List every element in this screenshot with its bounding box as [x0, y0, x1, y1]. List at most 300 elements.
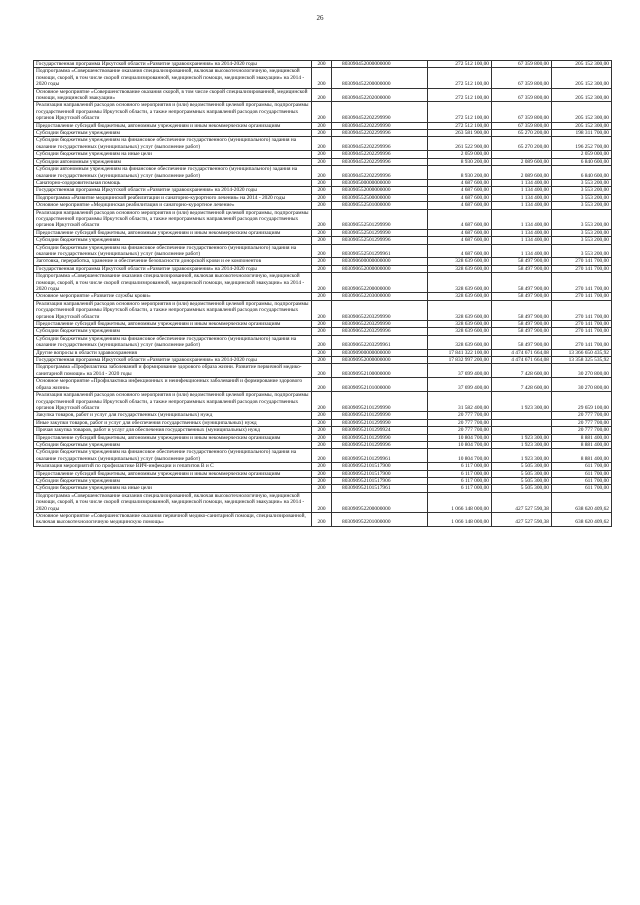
table-row: [34, 151, 612, 158]
row-csr-cell: 803090952101299990: [332, 412, 428, 419]
row-code-cell: 200: [312, 88, 332, 102]
table-row: [34, 364, 612, 378]
row-change-cell: 58 497 900,00: [492, 258, 552, 265]
table-row: [34, 273, 612, 293]
row-csr-cell: 803090952201000000: [332, 513, 428, 527]
row-amount-cell: 10 804 700,00: [428, 434, 492, 441]
row-total-cell: 3 553 200,00: [552, 229, 612, 236]
row-name-cell: Субсидии бюджетным учреждениям: [34, 130, 312, 137]
table-row: [34, 166, 612, 180]
table-row: [34, 492, 612, 512]
row-code-cell: 200: [312, 137, 332, 151]
row-amount-cell: 4 687 600,00: [428, 202, 492, 209]
row-amount-cell: 6 117 000,00: [428, 477, 492, 484]
row-total-cell: 6 840 600,00: [552, 166, 612, 180]
row-amount-cell: 2 059 000,00: [428, 151, 492, 158]
row-name-cell: Субсидии автономным учреждениям на финансовое обеспечение государственного (муниципального) задания на оказание государственных (муниципальных) услуг (выполнение работ): [34, 166, 312, 180]
row-amount-cell: 20 777 700,00: [428, 427, 492, 434]
row-name-cell: Другие вопросы в области здравоохранения: [34, 349, 312, 356]
row-change-cell: 5 505 300,00: [492, 485, 552, 492]
row-total-cell: 638 620 409,62: [552, 492, 612, 512]
row-amount-cell: 4 687 600,00: [428, 237, 492, 244]
row-csr-cell: 803090600000000000: [332, 258, 428, 265]
row-amount-cell: 1 066 148 000,00: [428, 492, 492, 512]
row-code-cell: 200: [312, 427, 332, 434]
table-row: [34, 265, 612, 272]
table-row: [34, 470, 612, 477]
row-code-cell: 200: [312, 470, 332, 477]
row-change-cell: 7 428 600,00: [492, 364, 552, 378]
table-row: [34, 427, 612, 434]
table-row: [34, 349, 612, 356]
row-csr-cell: 803090652203299990: [332, 300, 428, 320]
row-change-cell: 4 474 671 664,08: [492, 357, 552, 364]
row-csr-cell: 803090952101517906: [332, 477, 428, 484]
row-amount-cell: 17 841 322 100,00: [428, 349, 492, 356]
row-amount-cell: 4 687 600,00: [428, 244, 492, 258]
row-change-cell: 1 923 300,00: [492, 434, 552, 441]
row-name-cell: Предоставление субсидий бюджетным, автономным учреждениям и иным некоммерческим организациям: [34, 321, 312, 328]
row-total-cell: 8 881 400,00: [552, 449, 612, 463]
row-amount-cell: 8 930 200,00: [428, 166, 492, 180]
row-total-cell: 205 152 300,00: [552, 122, 612, 129]
row-name-cell: Предоставление субсидий бюджетным, автономным учреждениям и иным некоммерческим организациям: [34, 434, 312, 441]
row-change-cell: 58 497 900,00: [492, 335, 552, 349]
row-code-cell: 200: [312, 61, 332, 68]
row-name-cell: Предоставление субсидий бюджетным, автономным учреждениям и иным некоммерческим организациям: [34, 229, 312, 236]
row-code-cell: 200: [312, 449, 332, 463]
row-name-cell: Субсидии бюджетным учреждениям на финансовое обеспечение государственного (муниципального) задания на оказание государственных (муниципальных) услуг (выполнение работ): [34, 137, 312, 151]
row-change-cell: [492, 419, 552, 426]
table-row: [34, 237, 612, 244]
row-name-cell: Государственная программа Иркутской области «Развитие здравоохранения» на 2014-2020 годы: [34, 357, 312, 364]
row-total-cell: 30 270 800,00: [552, 364, 612, 378]
row-code-cell: 200: [312, 463, 332, 470]
row-total-cell: 205 152 300,00: [552, 61, 612, 68]
row-change-cell: 5 505 300,00: [492, 477, 552, 484]
row-total-cell: 20 777 700,00: [552, 427, 612, 434]
row-total-cell: 196 252 700,00: [552, 137, 612, 151]
table-row: [34, 419, 612, 426]
row-csr-cell: 803090952101299990: [332, 392, 428, 412]
row-code-cell: 200: [312, 166, 332, 180]
row-total-cell: 611 700,00: [552, 470, 612, 477]
row-total-cell: 3 553 200,00: [552, 244, 612, 258]
row-csr-cell: 803090552000000000: [332, 187, 428, 194]
row-csr-cell: 803090452202299996: [332, 130, 428, 137]
row-csr-cell: 803090452202299996: [332, 137, 428, 151]
row-csr-cell: 803090452202000000: [332, 88, 428, 102]
row-change-cell: 2 089 600,00: [492, 158, 552, 165]
row-change-cell: [492, 151, 552, 158]
row-csr-cell: 803090452202299990: [332, 102, 428, 122]
row-name-cell: Реализация мероприятий по профилактике ВИЧ-инфекции и гепатитов В и С: [34, 463, 312, 470]
row-code-cell: 200: [312, 419, 332, 426]
row-amount-cell: 261 522 900,00: [428, 137, 492, 151]
row-code-cell: 200: [312, 209, 332, 229]
row-change-cell: 1 923 300,00: [492, 441, 552, 448]
row-change-cell: 67 359 800,00: [492, 122, 552, 129]
table-row: [34, 88, 612, 102]
row-total-cell: 2 059 000,00: [552, 151, 612, 158]
row-name-cell: Подпрограмма «Профилактика заболеваний и формирование здорового образа жизни. Развитие первичной медико-санитарной помощи» на 2014 - 2020 годы: [34, 364, 312, 378]
row-amount-cell: 4 687 600,00: [428, 229, 492, 236]
row-name-cell: Государственная программа Иркутской области «Развитие здравоохранения» на 2014-2020 годы: [34, 61, 312, 68]
row-name-cell: Основное мероприятие «Медицинская реабилитация и санаторно-курортное лечение»: [34, 202, 312, 209]
table-row: [34, 321, 612, 328]
row-name-cell: Подпрограмма «Совершенствование оказания специализированной, включая высокотехнологичную, медицинской помощи, скорой, в том числе скорой специализированной, медицинской помощи, медицинской эвакуации» на 2014 - 2020 годы: [34, 68, 312, 88]
row-csr-cell: 803090452202299996: [332, 151, 428, 158]
table-row: [34, 513, 612, 527]
row-csr-cell: 803090952101299990: [332, 419, 428, 426]
row-csr-cell: 803090452202299990: [332, 122, 428, 129]
row-csr-cell: 803090952101299990: [332, 434, 428, 441]
row-change-cell: 427 527 590,38: [492, 513, 552, 527]
table-row: [34, 137, 612, 151]
row-code-cell: 200: [312, 122, 332, 129]
row-change-cell: 2 089 600,00: [492, 166, 552, 180]
row-code-cell: 200: [312, 244, 332, 258]
table-row: [34, 258, 612, 265]
row-name-cell: Подпрограмма «Развитие медицинской реабилитации и санаторно-курортного лечения» на 2014 - 2020 годы: [34, 194, 312, 201]
row-amount-cell: 31 582 400,00: [428, 392, 492, 412]
row-amount-cell: 20 777 700,00: [428, 412, 492, 419]
row-code-cell: 200: [312, 158, 332, 165]
row-csr-cell: 803090900000000000: [332, 349, 428, 356]
row-change-cell: 1 923 300,00: [492, 449, 552, 463]
table-row: [34, 485, 612, 492]
row-total-cell: 3 553 200,00: [552, 202, 612, 209]
row-change-cell: 58 497 900,00: [492, 321, 552, 328]
page-number: 26: [316, 14, 324, 22]
row-total-cell: 270 141 700,00: [552, 273, 612, 293]
row-total-cell: 205 152 300,00: [552, 68, 612, 88]
row-code-cell: 200: [312, 392, 332, 412]
row-total-cell: 611 700,00: [552, 477, 612, 484]
row-csr-cell: 803090652203000000: [332, 293, 428, 300]
row-name-cell: Субсидии бюджетным учреждениям: [34, 328, 312, 335]
row-total-cell: 611 700,00: [552, 485, 612, 492]
row-change-cell: 58 497 900,00: [492, 300, 552, 320]
row-code-cell: 200: [312, 229, 332, 236]
row-total-cell: 205 152 300,00: [552, 102, 612, 122]
row-amount-cell: 8 930 200,00: [428, 158, 492, 165]
row-csr-cell: 803090952100000000: [332, 364, 428, 378]
row-amount-cell: 10 804 700,00: [428, 441, 492, 448]
row-change-cell: 1 134 400,00: [492, 202, 552, 209]
table-row: [34, 328, 612, 335]
row-total-cell: 8 881 400,00: [552, 434, 612, 441]
row-name-cell: Субсидии бюджетным учреждениям: [34, 477, 312, 484]
row-name-cell: Государственная программа Иркутской области «Развитие здравоохранения» на 2014-2020 годы: [34, 187, 312, 194]
table-row: [34, 68, 612, 88]
row-code-cell: 200: [312, 441, 332, 448]
row-total-cell: 30 270 800,00: [552, 378, 612, 392]
row-csr-cell: 803090952101000000: [332, 378, 428, 392]
row-amount-cell: 328 639 600,00: [428, 265, 492, 272]
row-name-cell: Субсидии бюджетным учреждениям на финансовое обеспечение государственного (муниципального) задания на оказание государственных (муниципальных) услуг (выполнение работ): [34, 335, 312, 349]
row-name-cell: Санаторно-оздоровительная помощь: [34, 179, 312, 186]
row-code-cell: 200: [312, 293, 332, 300]
row-change-cell: 1 134 400,00: [492, 237, 552, 244]
row-csr-cell: 803090552500000000: [332, 194, 428, 201]
budget-table: [33, 60, 612, 527]
row-code-cell: 200: [312, 321, 332, 328]
row-amount-cell: 328 639 600,00: [428, 328, 492, 335]
row-name-cell: Субсидии автономным учреждениям: [34, 158, 312, 165]
row-name-cell: Государственная программа Иркутской области «Развитие здравоохранения» на 2014-2020 годы: [34, 265, 312, 272]
row-csr-cell: 803090652203299996: [332, 328, 428, 335]
row-amount-cell: 272 512 100,00: [428, 88, 492, 102]
row-csr-cell: 803090952101517900: [332, 463, 428, 470]
row-change-cell: 67 359 800,00: [492, 68, 552, 88]
row-amount-cell: 4 687 600,00: [428, 187, 492, 194]
table-row: [34, 209, 612, 229]
row-csr-cell: 803090452200000000: [332, 68, 428, 88]
row-change-cell: 4 474 671 664,08: [492, 349, 552, 356]
row-code-cell: 200: [312, 412, 332, 419]
table-row: [34, 202, 612, 209]
row-change-cell: 67 359 800,00: [492, 61, 552, 68]
row-total-cell: 205 152 300,00: [552, 88, 612, 102]
row-change-cell: [492, 427, 552, 434]
row-change-cell: 67 359 800,00: [492, 88, 552, 102]
row-amount-cell: 10 804 700,00: [428, 449, 492, 463]
row-amount-cell: 272 512 100,00: [428, 122, 492, 129]
row-code-cell: 200: [312, 102, 332, 122]
row-amount-cell: 6 117 000,00: [428, 485, 492, 492]
row-total-cell: 270 141 700,00: [552, 321, 612, 328]
table-row: [34, 463, 612, 470]
row-change-cell: 5 505 300,00: [492, 470, 552, 477]
row-amount-cell: 328 639 600,00: [428, 293, 492, 300]
row-change-cell: 65 270 200,00: [492, 130, 552, 137]
row-code-cell: 200: [312, 378, 332, 392]
row-change-cell: 427 527 590,38: [492, 492, 552, 512]
row-csr-cell: 803090552501000000: [332, 202, 428, 209]
row-code-cell: 200: [312, 349, 332, 356]
row-code-cell: 200: [312, 434, 332, 441]
row-code-cell: 200: [312, 130, 332, 137]
row-amount-cell: 4 687 600,00: [428, 194, 492, 201]
row-amount-cell: 1 066 148 000,00: [428, 513, 492, 527]
row-code-cell: 200: [312, 237, 332, 244]
row-code-cell: 200: [312, 492, 332, 512]
row-csr-cell: 803090952101299961: [332, 449, 428, 463]
row-total-cell: 3 553 200,00: [552, 179, 612, 186]
row-csr-cell: 803090452000000000: [332, 61, 428, 68]
row-code-cell: 200: [312, 202, 332, 209]
row-total-cell: 3 553 200,00: [552, 194, 612, 201]
row-csr-cell: 803090952200000000: [332, 492, 428, 512]
row-change-cell: 58 497 900,00: [492, 273, 552, 293]
row-total-cell: 270 141 700,00: [552, 293, 612, 300]
row-amount-cell: 17 832 997 200,00: [428, 357, 492, 364]
row-name-cell: Закупка товаров, работ и услуг для государственных (муниципальных) нужд: [34, 412, 312, 419]
row-csr-cell: 803090452202299996: [332, 158, 428, 165]
row-code-cell: 200: [312, 179, 332, 186]
row-csr-cell: 803090552501299961: [332, 244, 428, 258]
table-row: [34, 187, 612, 194]
table-row: [34, 357, 612, 364]
row-name-cell: Подпрограмма «Совершенствование оказания специализированной, включая высокотехнологичную, медицинской помощи, скорой, в том числе скорой специализированной, медицинской помощи, медицинской эвакуации» на 2014 - 2020 годы: [34, 273, 312, 293]
table-row: [34, 229, 612, 236]
row-name-cell: Реализация направлений расходов основного мероприятия и (или) ведомственной целевой программы, подпрограммы государственной программы Иркутской области, а также непрограммных направлений расходов государственных органов Иркутской области: [34, 300, 312, 320]
table-row: [34, 102, 612, 122]
row-name-cell: Заготовка, переработка, хранение и обеспечение безопасности донорской крови и ее компонентов: [34, 258, 312, 265]
row-change-cell: 1 134 400,00: [492, 209, 552, 229]
row-code-cell: 200: [312, 477, 332, 484]
row-amount-cell: 272 512 100,00: [428, 61, 492, 68]
table-body: [34, 61, 612, 527]
row-amount-cell: 328 639 600,00: [428, 300, 492, 320]
row-amount-cell: 272 512 100,00: [428, 68, 492, 88]
row-code-cell: 200: [312, 68, 332, 88]
row-total-cell: 638 620 409,62: [552, 513, 612, 527]
row-amount-cell: 328 639 600,00: [428, 273, 492, 293]
row-amount-cell: 37 699 400,00: [428, 378, 492, 392]
row-code-cell: 200: [312, 258, 332, 265]
row-amount-cell: 20 777 700,00: [428, 419, 492, 426]
row-csr-cell: 803090552501299990: [332, 209, 428, 229]
row-code-cell: 200: [312, 335, 332, 349]
row-total-cell: 270 141 700,00: [552, 258, 612, 265]
row-name-cell: Субсидии бюджетным учреждениям на иные цели: [34, 485, 312, 492]
row-total-cell: 270 141 700,00: [552, 335, 612, 349]
row-name-cell: Реализация направлений расходов основного мероприятия и (или) ведомственной целевой программы, подпрограммы государственной программы Иркутской области, а также непрограммных направлений расходов государственных органов Иркутской области: [34, 392, 312, 412]
row-code-cell: 200: [312, 357, 332, 364]
row-name-cell: Субсидии бюджетным учреждениям на финансовое обеспечение государственного (муниципального) задания на оказание государственных (муниципальных) услуг (выполнение работ): [34, 244, 312, 258]
row-amount-cell: 272 512 100,00: [428, 102, 492, 122]
row-name-cell: Предоставление субсидий бюджетным, автономным учреждениям и иным некоммерческим организациям: [34, 122, 312, 129]
row-name-cell: Субсидии бюджетным учреждениям: [34, 237, 312, 244]
row-csr-cell: 803090952101299924: [332, 427, 428, 434]
table-row: [34, 179, 612, 186]
row-code-cell: 200: [312, 328, 332, 335]
row-name-cell: Субсидии бюджетным учреждениям на иные цели: [34, 151, 312, 158]
row-total-cell: 6 840 600,00: [552, 158, 612, 165]
row-code-cell: 200: [312, 364, 332, 378]
table-row: [34, 130, 612, 137]
row-total-cell: 270 141 700,00: [552, 265, 612, 272]
row-csr-cell: 803090952101517900: [332, 470, 428, 477]
row-amount-cell: 263 581 900,00: [428, 130, 492, 137]
row-csr-cell: 803090952000000000: [332, 357, 428, 364]
row-total-cell: 198 311 700,00: [552, 130, 612, 137]
row-change-cell: 58 497 900,00: [492, 328, 552, 335]
row-change-cell: 58 497 900,00: [492, 265, 552, 272]
table-row: [34, 300, 612, 320]
row-change-cell: 1 134 400,00: [492, 194, 552, 201]
row-csr-cell: 803090500000000000: [332, 179, 428, 186]
row-change-cell: 1 134 400,00: [492, 229, 552, 236]
row-amount-cell: 328 639 600,00: [428, 321, 492, 328]
row-code-cell: 200: [312, 187, 332, 194]
row-total-cell: 13 366 650 435,92: [552, 349, 612, 356]
row-amount-cell: 328 639 600,00: [428, 335, 492, 349]
row-name-cell: Основное мероприятие «Совершенствование оказания первичной медико-санитарной помощи, специализированной, включая высокотехнологичную медицинскую помощь»: [34, 513, 312, 527]
row-csr-cell: 803090652000000000: [332, 265, 428, 272]
row-name-cell: Подпрограмма «Совершенствование оказания специализированной, включая высокотехнологичную, медицинской помощи, скорой, в том числе скорой специализированной, медицинской помощи, медицинской эвакуации» на 2014 - 2020 годы: [34, 492, 312, 512]
row-total-cell: 13 358 325 535,92: [552, 357, 612, 364]
row-total-cell: 3 553 200,00: [552, 237, 612, 244]
row-change-cell: 58 497 900,00: [492, 293, 552, 300]
row-amount-cell: 4 687 600,00: [428, 209, 492, 229]
table-row: [34, 378, 612, 392]
row-code-cell: 200: [312, 194, 332, 201]
table-row: [34, 412, 612, 419]
row-csr-cell: 803090652203299961: [332, 335, 428, 349]
row-total-cell: 29 659 100,00: [552, 392, 612, 412]
row-name-cell: Основное мероприятие «Развитие службы крови»: [34, 293, 312, 300]
row-change-cell: 1 134 400,00: [492, 244, 552, 258]
row-change-cell: 7 428 600,00: [492, 378, 552, 392]
table-row: [34, 434, 612, 441]
row-csr-cell: 803090452202299996: [332, 166, 428, 180]
row-total-cell: 270 141 700,00: [552, 328, 612, 335]
row-name-cell: Прочая закупка товаров, работ и услуг для обеспечения государственных (муниципальных) нужд: [34, 427, 312, 434]
row-csr-cell: 803090652203299990: [332, 321, 428, 328]
row-total-cell: 8 881 400,00: [552, 441, 612, 448]
row-amount-cell: 328 639 600,00: [428, 258, 492, 265]
row-name-cell: Реализация направлений расходов основного мероприятия и (или) ведомственной целевой программы, подпрограммы государственной программы Иркутской области, а также непрограммных направлений расходов государственных органов Иркутской области: [34, 209, 312, 229]
row-csr-cell: 803090952101517961: [332, 485, 428, 492]
row-total-cell: 20 777 700,00: [552, 412, 612, 419]
row-code-cell: 200: [312, 300, 332, 320]
row-amount-cell: 6 117 000,00: [428, 470, 492, 477]
row-name-cell: Реализация направлений расходов основного мероприятия и (или) ведомственной целевой программы, подпрограммы государственной программы Иркутской области, а также непрограммных направлений расходов государственных органов Иркутской области: [34, 102, 312, 122]
table-row: [34, 61, 612, 68]
row-change-cell: 1 134 400,00: [492, 179, 552, 186]
row-name-cell: Иные закупки товаров, работ и услуг для обеспечения государственных (муниципальных) нужд: [34, 419, 312, 426]
table-row: [34, 194, 612, 201]
table-row: [34, 122, 612, 129]
row-csr-cell: 803090552501299990: [332, 229, 428, 236]
row-amount-cell: 37 699 400,00: [428, 364, 492, 378]
row-total-cell: 611 700,00: [552, 463, 612, 470]
row-code-cell: 200: [312, 265, 332, 272]
row-total-cell: 3 553 200,00: [552, 187, 612, 194]
table-row: [34, 392, 612, 412]
row-csr-cell: 803090652200000000: [332, 273, 428, 293]
table-row: [34, 441, 612, 448]
row-name-cell: Основное мероприятие «Совершенствование оказания скорой, в том числе скорой специализированной, медицинской помощи, медицинской эвакуации»: [34, 88, 312, 102]
row-change-cell: [492, 412, 552, 419]
row-name-cell: Основное мероприятие «Профилактика инфекционных и неинфекционных заболеваний и формирование здорового образа жизни»: [34, 378, 312, 392]
row-change-cell: 1 134 400,00: [492, 187, 552, 194]
row-change-cell: 65 270 200,00: [492, 137, 552, 151]
row-csr-cell: 803090952101299996: [332, 441, 428, 448]
table-row: [34, 244, 612, 258]
row-change-cell: 5 505 300,00: [492, 463, 552, 470]
row-total-cell: 270 141 700,00: [552, 300, 612, 320]
row-total-cell: 20 777 700,00: [552, 419, 612, 426]
row-name-cell: Субсидии бюджетным учреждениям: [34, 441, 312, 448]
table-row: [34, 158, 612, 165]
row-change-cell: 1 923 300,00: [492, 392, 552, 412]
row-amount-cell: 6 117 000,00: [428, 463, 492, 470]
row-total-cell: 3 553 200,00: [552, 209, 612, 229]
table-row: [34, 477, 612, 484]
row-name-cell: Предоставление субсидий бюджетным, автономным учреждениям и иным некоммерческим организациям: [34, 470, 312, 477]
row-code-cell: 200: [312, 513, 332, 527]
row-name-cell: Субсидии бюджетным учреждениям на финансовое обеспечение государственного (муниципального) задания на оказание государственных (муниципальных) услуг (выполнение работ): [34, 449, 312, 463]
row-csr-cell: 803090552501299996: [332, 237, 428, 244]
row-change-cell: 67 359 800,00: [492, 102, 552, 122]
table-row: [34, 293, 612, 300]
row-code-cell: 200: [312, 485, 332, 492]
row-code-cell: 200: [312, 273, 332, 293]
